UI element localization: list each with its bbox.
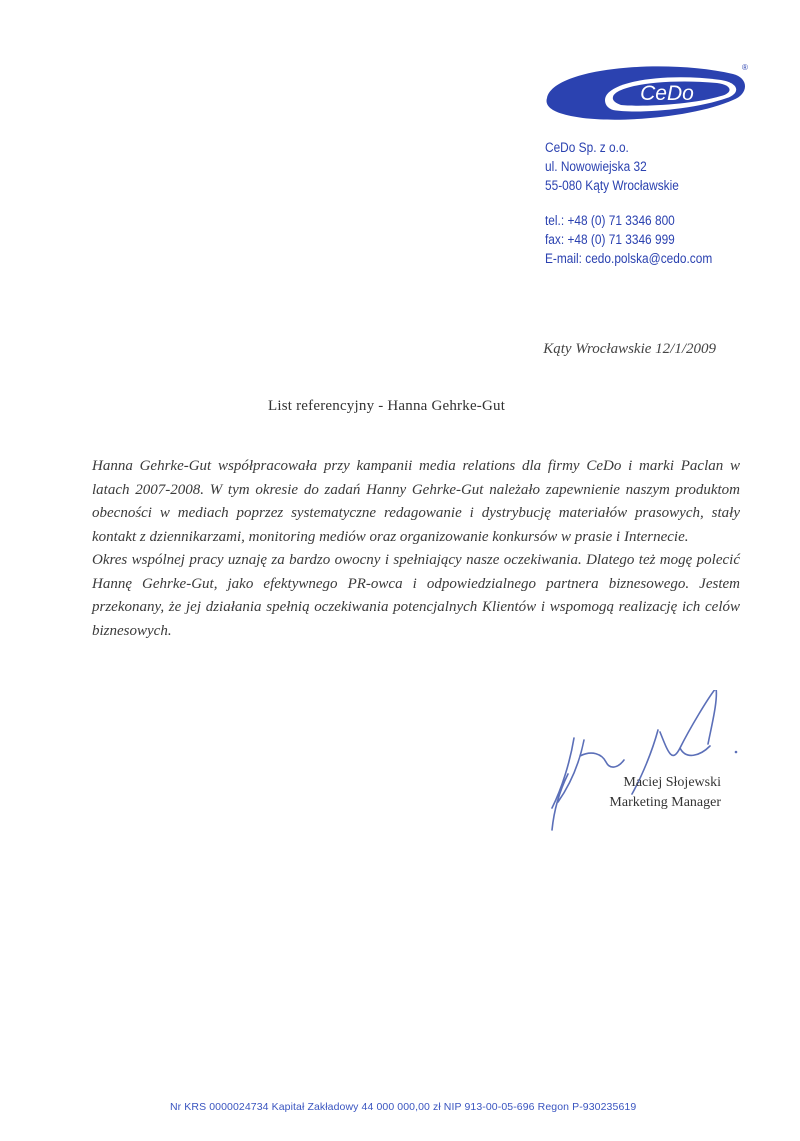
letter-date: Kąty Wrocławskie 12/1/2009 — [543, 341, 716, 357]
company-tel: tel.: +48 (0) 71 3346 800 — [545, 213, 675, 228]
registered-mark: ® — [742, 63, 748, 72]
company-registration-footer: Nr KRS 0000024734 Kapitał Zakładowy 44 000 000,00 zł NIP 913-00-05-696 Regon P-930235619 — [170, 1101, 637, 1113]
body-paragraph-2: Okres wspólnej pracy uznaję za bardzo owocny i spełniający nasze oczekiwania. Dlatego też mogę polecić Hannę Gehrke-Gut, jako efektywnego PR-owca i odpowiedzialnego partnera biznesowego. Jestem przekonany, że jej działania spełnią oczekiwania potencjalnych Klientów i wspomogą realizację ich celów biznesowych. — [92, 552, 740, 639]
signer-name: Maciej Słojewski — [623, 775, 721, 790]
body-paragraph-1: Hanna Gehrke-Gut współpracowała przy kampanii media relations dla firmy CeDo i marki Paclan w latach 2007-2008. W tym okresie do zadań Hanny Gehrke-Gut należało zapewnienie naszym produktom obecności w mediach poprzez systematyczne redagowanie i dystrybucję materiałów prasowych, stały kontakt z dziennikarzami, monitoring mediów oraz organizowanie konkursów w prasie i Internecie. — [92, 458, 740, 545]
signer-block — [586, 773, 721, 813]
cedo-logo-graphic — [543, 60, 748, 122]
letter-title: List referencyjny - Hanna Gehrke-Gut — [268, 398, 506, 414]
company-street: ul. Nowowiejska 32 — [545, 159, 647, 174]
logo-text: CeDo — [640, 82, 694, 105]
company-address — [545, 138, 712, 268]
signer-role: Marketing Manager — [609, 795, 721, 810]
cedo-logo — [543, 60, 748, 122]
handwritten-signature — [540, 690, 750, 840]
company-city: 55-080 Kąty Wrocławskie — [545, 178, 679, 193]
letter-body — [92, 455, 740, 643]
company-fax: fax: +48 (0) 71 3346 999 — [545, 232, 675, 247]
company-email: E-mail: cedo.polska@cedo.com — [545, 251, 713, 266]
signature-graphic — [540, 690, 750, 840]
company-name: CeDo Sp. z o.o. — [545, 140, 629, 155]
